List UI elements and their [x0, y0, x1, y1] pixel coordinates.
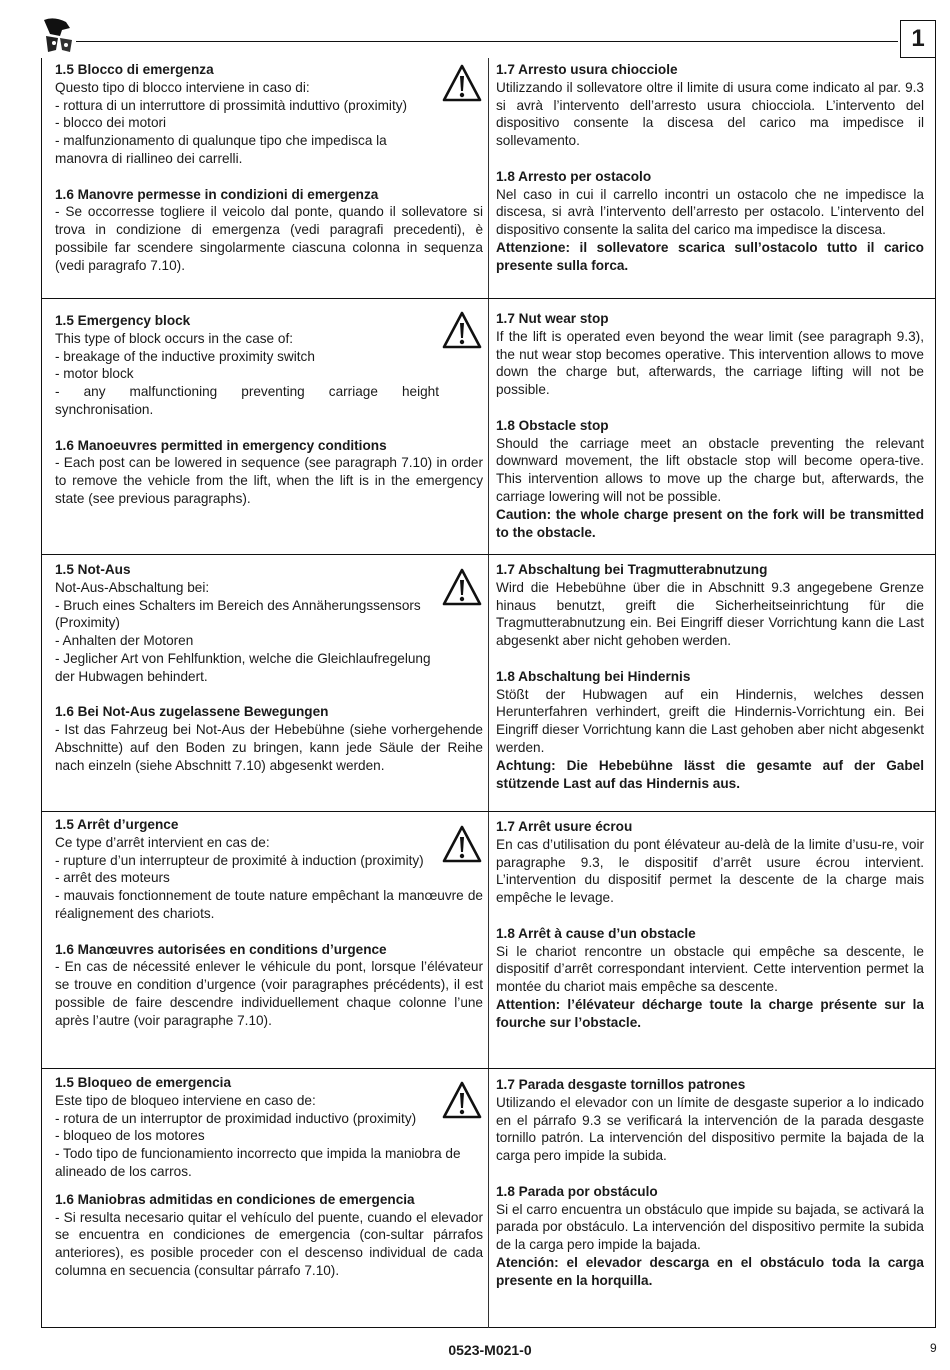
header-rule — [76, 41, 898, 42]
paragraph-line: Questo tipo di blocco interviene in caso di: — [55, 79, 310, 95]
warning-text: Caution: the whole charge present on the fork will be transmitted to the obstacle. — [496, 506, 924, 540]
section-heading: 1.8 Arresto per ostacolo — [496, 168, 652, 184]
section-heading: 1.8 Arrêt à cause d’un obstacle — [496, 925, 696, 941]
section-heading: 1.7 Arresto usura chiocciole — [496, 62, 678, 77]
paragraph-line: This type of block occurs in the case of: — [55, 330, 294, 346]
paragraph: Should the carriage meet an obstacle preventing the relevant downward movement, the lift obstacle stop will become opera-tive. This intervention allows to move up the charge but, afterwards, the carriage lowering will not be possible. — [496, 435, 924, 504]
paragraph-line: - motor block — [55, 366, 134, 382]
warning-triangle-icon — [442, 1081, 482, 1119]
section-heading: 1.7 Arrêt usure écrou — [496, 819, 633, 834]
paragraph: Si el carro encuentra un obstáculo que impide su bajada, se activará la parada por obstáculo. La intervención del dispositivo permite la subida de la carga pero impide la bajada. — [496, 1201, 924, 1253]
paragraph: Stößt der Hubwagen auf ein Hindernis, welches dessen Herunterfahren verhindert, greift die Hindernis-Vorrichtung ein. Bei Eingriff dieser Vorrichtung kann die Last gehoben aber nicht abgesenkt werden. — [496, 686, 924, 755]
section-heading: 1.7 Parada desgaste tornillos patrones — [496, 1077, 746, 1092]
paragraph-line: - rottura di un interruttore di prossimità induttivo (proximity) — [55, 97, 408, 113]
paragraph-line: - malfunzionamento di qualunque tipo che impedisca la manovra di riallineo dei carrelli. — [55, 133, 387, 166]
section-heading: 1.5 Not-Aus — [55, 562, 131, 577]
section-es-left — [55, 1074, 483, 1280]
paragraph: If the lift is operated even beyond the wear limit (see paragraph 9.3), the nut wear stop becomes operative. This intervention allows to move down the charge but, afterwards, the carriage lifting will not be possible. — [496, 328, 924, 398]
paragraph: Wird die Hebebühne über die in Abschnitt 9.3 angegebene Grenze hinaus benutzt, greift die Sicherheitseinrichtung für die Tragmutterabnutzung ein. Bei Eingriff dieser Vorrichtung kann die Last abgesenkt aber nicht gehoben werden. — [496, 579, 924, 649]
column-divider — [488, 58, 489, 1328]
section-de-left — [55, 561, 483, 775]
section-en-right — [496, 310, 924, 541]
paragraph: Nel caso in cui il carrello incontri un ostacolo che ne impedisce la discesa, si avrà l’intervento dell’arresto per ostacolo. L’intervento del dispositivo consente la salita del carico ma impedisce la discesa. — [496, 186, 924, 238]
brand-logo-icon — [40, 16, 80, 56]
paragraph-line: - mauvais fonctionnement de toute nature empêchant la manœuvre de réalignement des chariots. — [55, 888, 483, 921]
section-heading: 1.8 Abschaltung bei Hindernis — [496, 668, 691, 684]
paragraph: - Si resulta necesario quitar el vehículo del puente, cuando el elevador se encuentra en condiciones de emergencia (con-sultar párrafos anteriores), es posible proceder con el descenso individual de cada columna en secuencia (consultar párrafo 7.10). — [55, 1209, 483, 1278]
warning-text: Attenzione: il sollevatore scarica sull’ostacolo tutto il carico presente sulla forca. — [496, 239, 924, 273]
paragraph-line: - Todo tipo de funcionamiento incorrecto que impida la maniobra de alineado de los carros. — [55, 1146, 461, 1179]
paragraph-line: - rotura de un interruptor de proximidad inductivo (proximity) — [55, 1110, 417, 1126]
section-heading: 1.7 Abschaltung bei Tragmutterabnutzung — [496, 562, 768, 577]
warning-triangle-icon — [442, 825, 482, 863]
section-heading: 1.6 Bei Not-Aus zugelassene Bewegungen — [55, 704, 329, 720]
section-fr-left — [55, 816, 483, 1030]
warning-triangle-icon — [442, 311, 482, 349]
section-divider — [41, 298, 936, 299]
paragraph-line: Not-Aus-Abschaltung bei: — [55, 579, 210, 595]
section-heading: 1.6 Manovre permesse in condizioni di emergenza — [55, 186, 379, 202]
warning-triangle-icon — [442, 64, 482, 102]
section-heading: 1.5 Emergency block — [55, 313, 191, 328]
paragraph-line: - Anhalten der Motoren — [55, 633, 194, 649]
section-divider — [41, 554, 936, 555]
section-heading: 1.7 Nut wear stop — [496, 311, 609, 326]
section-de-right — [496, 561, 924, 792]
paragraph-line: - bloqueo de los motores — [55, 1128, 205, 1144]
section-it-left — [55, 61, 483, 275]
paragraph-line: - Bruch eines Schalters im Bereich des Annäherungssensors (Proximity) — [55, 597, 421, 631]
section-heading: 1.5 Arrêt d’urgence — [55, 817, 179, 832]
section-es-right — [496, 1076, 924, 1290]
section-heading: 1.5 Bloqueo de emergencia — [55, 1075, 232, 1090]
paragraph-line: - Jeglicher Art von Fehlfunktion, welche die Gleichlaufregelung der Hubwagen behindert. — [55, 650, 431, 684]
section-it-right — [496, 61, 924, 275]
paragraph-line: - any malfunctioning preventing carriage height synchronisation. — [55, 384, 439, 417]
chapter-number: 1 — [911, 25, 925, 52]
section-heading: 1.5 Blocco di emergenza — [55, 62, 214, 77]
section-en-left — [55, 312, 483, 508]
warning-text: Atención: el elevador descarga en el obstáculo toda la carga presente en la horquilla. — [496, 1254, 924, 1288]
paragraph-line: - rupture d’un interrupteur de proximité à induction (proximity) — [55, 852, 424, 868]
warning-text: Achtung: Die Hebebühne lässt die gesamte auf der Gabel stützende Last auf das Hindernis aus. — [496, 757, 924, 791]
paragraph-line: - arrêt des moteurs — [55, 870, 170, 886]
page-number: 9 — [930, 1341, 937, 1355]
section-divider — [41, 1068, 936, 1069]
section-heading: 1.8 Parada por obstáculo — [496, 1183, 658, 1199]
document-code: 0523-M021-0 — [448, 1342, 532, 1358]
section-heading: 1.8 Obstacle stop — [496, 417, 609, 433]
paragraph: Utilizando el elevador con un límite de desgaste superior a lo indicado en el párrafo 9.3 se verificará la intervención de la parada desgaste tornillo patrón. La intervención del dispositivo permite la bajada de la carga pero impide la subida. — [496, 1094, 924, 1164]
warning-triangle-icon — [442, 568, 482, 606]
paragraph-line: - breakage of the inductive proximity switch — [55, 348, 315, 364]
warning-text: Attention: l’élévateur décharge toute la charge présente sur la fourche sur l’obstacle. — [496, 996, 924, 1030]
paragraph: - Ist das Fahrzeug bei Not-Aus der Hebebühne (siehe vorhergehende Abschnitte) auf den Boden zu bringen, kann jede Säule der Reihe nach einzeln (siehe Abschnitt 7.10) abgesenkt werden. — [55, 722, 483, 773]
paragraph-line: - blocco dei motori — [55, 115, 167, 131]
paragraph-line: Este tipo de bloqueo interviene en caso de: — [55, 1092, 316, 1108]
paragraph-line: Ce type d’arrêt intervient en cas de: — [55, 834, 270, 850]
paragraph: En cas d’utilisation du pont élévateur au-delà de la limite d’usu-re, voir paragraphe 9.3, le dispositif d’arrêt usure écrou intervient. L’intervention du dispositif permet la descente de la charge mais empêche le levage. — [496, 836, 924, 906]
section-divider — [41, 811, 936, 812]
paragraph: - Each post can be lowered in sequence (see paragraph 7.10) in order to remove the vehicle from the lift, when the lift is in the emergency state (see previous paragraphs). — [55, 455, 483, 506]
paragraph: Si le chariot rencontre un obstacle qui empêche sa descente, le dispositif d’arrêt correspondant intervient. Cette intervention permet la montée du chariot mais empêche sa descente. — [496, 943, 924, 995]
paragraph: Utilizzando il sollevatore oltre il limite di usura come indicato al par. 9.3 si avrà l’intervento dell’arresto usura chiocciola. L’intervento del dispositivo consente la discesa del carico ma impedisce il sollevamento. — [496, 79, 924, 149]
paragraph: - En cas de nécessité enlever le véhicule du pont, lorsque l’élévateur se trouve en condition d’urgence (voir paragraphes précédents), il est possible de faire descendre individuellement chaque colonne l’une après l’autre (voir paragraphe 7.10). — [55, 959, 483, 1028]
section-heading: 1.6 Maniobras admitidas en condiciones de emergencia — [55, 1191, 415, 1207]
section-heading: 1.6 Manœuvres autorisées en conditions d’urgence — [55, 941, 387, 957]
paragraph: - Se occorresse togliere il veicolo dal ponte, quando il sollevatore si trova in condizione di emergenza (vedi paragrafi precedenti), è possibile far scendere singolarmente ciascuna colonna in sequenza (vedi paragrafo 7.10). — [55, 204, 483, 273]
section-fr-right — [496, 818, 924, 1032]
chapter-number-box — [900, 20, 936, 58]
section-heading: 1.6 Manoeuvres permitted in emergency conditions — [55, 437, 387, 453]
